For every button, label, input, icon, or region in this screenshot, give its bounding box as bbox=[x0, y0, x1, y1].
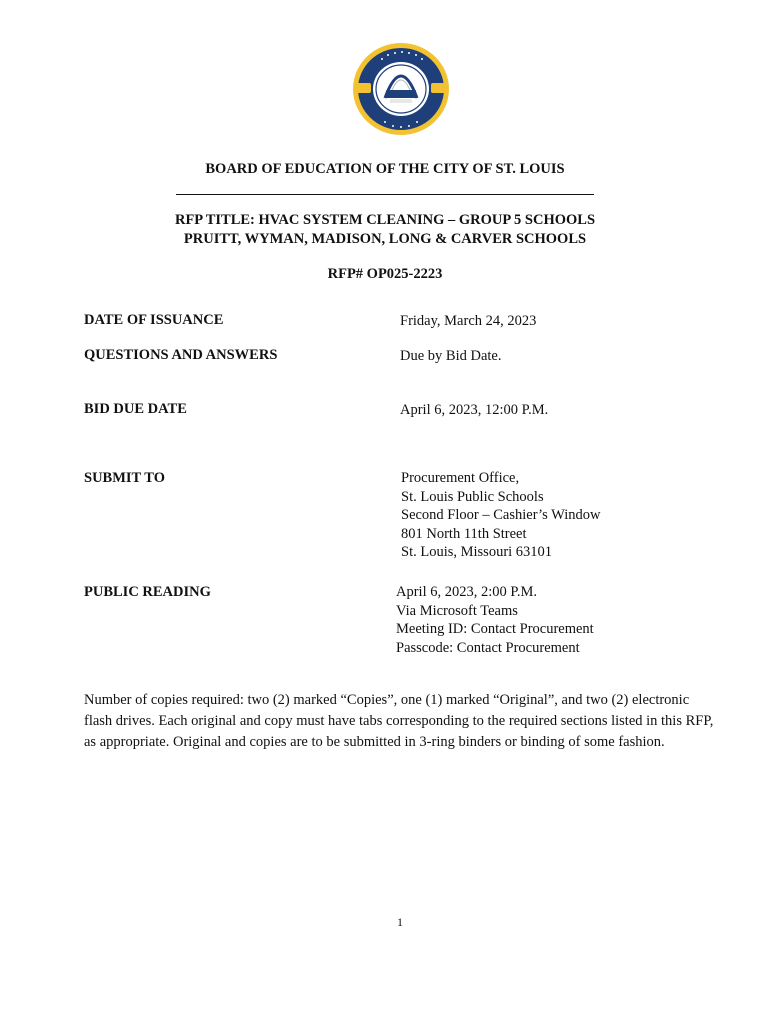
qa-value: Due by Bid Date. bbox=[400, 348, 502, 364]
page-number: 1 bbox=[397, 915, 403, 929]
board-heading: BOARD OF EDUCATION OF THE CITY OF ST. LOUIS bbox=[205, 161, 565, 177]
rfp-number: RFP# OP025-2223 bbox=[327, 266, 443, 282]
reading-label: PUBLIC READING bbox=[84, 584, 211, 600]
reading-line: Passcode: Contact Procurement bbox=[396, 639, 580, 656]
submit-line: St. Louis Public Schools bbox=[401, 488, 544, 505]
copies-instructions: Number of copies required: two (2) marked “Copies”, one (1) marked “Original”, and two (2) electronic flash drives. Each original and copy must have tabs corresponding to the required sections listed in this RFP, as appropriate. Original and copies are to be submitted in 3-ring binders or binding of some fashion. bbox=[84, 692, 714, 750]
submit-line: Procurement Office, bbox=[401, 470, 520, 486]
submit-address bbox=[401, 469, 600, 562]
reading-details bbox=[396, 583, 594, 657]
submit-line: 801 North 11th Street bbox=[401, 525, 527, 542]
reading-line: April 6, 2023, 2:00 P.M. bbox=[396, 584, 537, 600]
rfp-schools: PRUITT, WYMAN, MADISON, LONG & CARVER SCHOOLS bbox=[183, 231, 587, 247]
issuance-value: Friday, March 24, 2023 bbox=[400, 313, 537, 329]
bid-due-label: BID DUE DATE bbox=[84, 401, 187, 417]
submit-label: SUBMIT TO bbox=[84, 470, 165, 486]
heading-divider bbox=[176, 194, 594, 195]
issuance-label: DATE OF ISSUANCE bbox=[84, 312, 224, 328]
submit-line: Second Floor – Cashier’s Window bbox=[401, 507, 601, 523]
school-district-logo bbox=[352, 42, 450, 136]
reading-line: Via Microsoft Teams bbox=[396, 602, 518, 619]
qa-label: QUESTIONS AND ANSWERS bbox=[84, 347, 278, 363]
rfp-title: RFP TITLE: HVAC SYSTEM CLEANING – GROUP 5 SCHOOLS bbox=[174, 212, 596, 228]
reading-line: Meeting ID: Contact Procurement bbox=[396, 621, 594, 637]
submit-line: St. Louis, Missouri 63101 bbox=[401, 544, 553, 560]
bid-due-value: April 6, 2023, 12:00 P.M. bbox=[400, 402, 549, 418]
